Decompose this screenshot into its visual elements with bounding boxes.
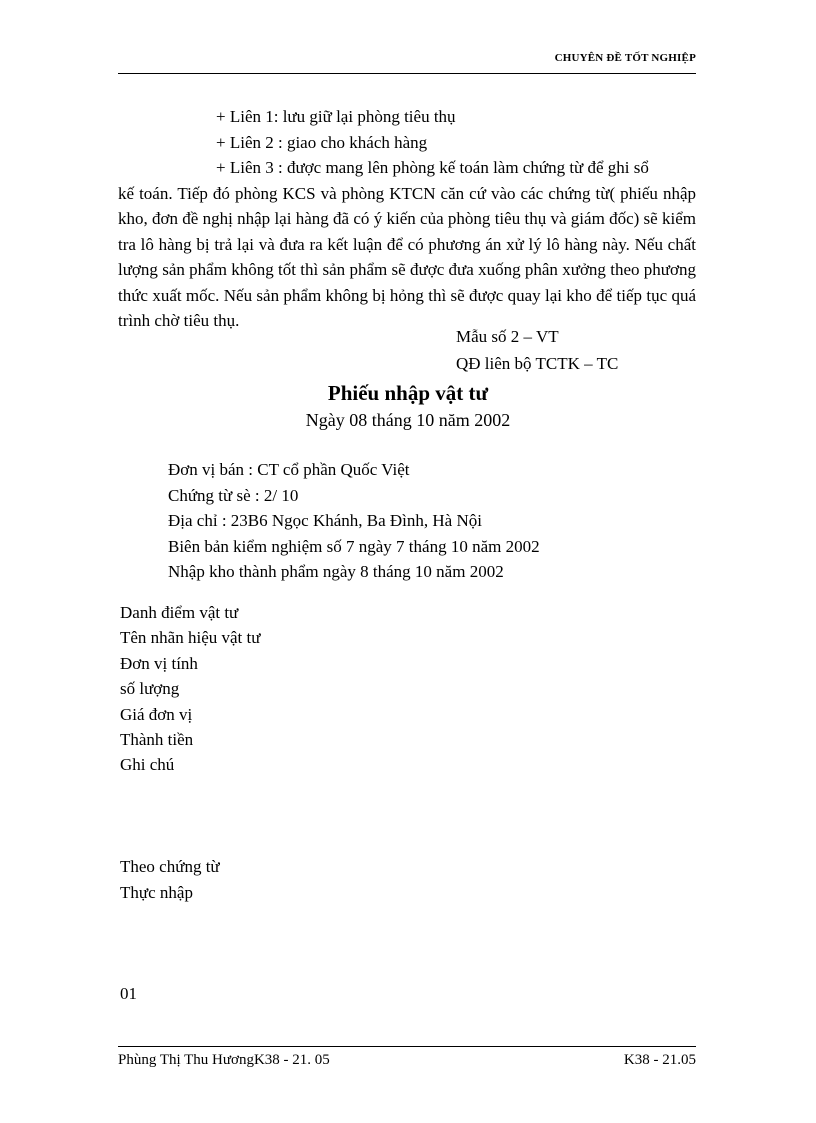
item-fields-list xyxy=(120,600,260,778)
page-header-title: CHUYÊN ĐỀ TỐT NGHIỆP xyxy=(554,52,696,64)
quantity-rows xyxy=(120,854,220,905)
seller-line: Đơn vị bán : CT cổ phần Quốc Việt xyxy=(168,460,410,479)
form-info-block xyxy=(168,457,540,585)
form-decision: QĐ liên bộ TCTK – TC xyxy=(456,354,619,373)
address-line: Địa chỉ : 23B6 Ngọc Khánh, Ba Đình, Hà Nội xyxy=(168,511,482,530)
inspection-line: Biên bản kiểm nghiệm số 7 ngày 7 tháng 10 năm 2002 xyxy=(168,536,540,556)
warehouse-line: Nhập kho thành phẩm ngày 8 tháng 10 năm 2002 xyxy=(168,562,504,581)
header-divider xyxy=(118,73,696,74)
field-note: Ghi chú xyxy=(120,755,175,775)
form-title: Phiếu nhập vật tư xyxy=(327,381,489,405)
footer-class-code: K38 - 21.05 xyxy=(623,1052,696,1068)
body-paragraph: kế toán. Tiếp đó phòng KCS và phòng KTCN căn cứ vào các chứng từ( phiếu nhập kho, đơn đề nghị nhập lại hàng đã có ý kiến của phòng tiêu thụ và giám đốc) sẽ kiểm tra lô hàng bị trả lại và đưa ra kết luận để có phương án xử lý lô hàng này. Nếu chất lượng sản phẩm không tốt thì sản phẩm sẽ được đưa xuống phân xưởng theo phương thức xuất mốc. Nếu sản phẩm không bị hỏng thì sẽ được quay lại kho để tiếp tục quá trình chờ tiêu thụ. xyxy=(118,183,696,330)
form-date: Ngày 08 tháng 10 năm 2002 xyxy=(305,410,511,430)
footer-author: Phùng Thị Thu HươngK38 - 21. 05 xyxy=(118,1052,330,1068)
voucher-line: Chứng từ sè : 2/ 10 xyxy=(168,485,299,505)
qty-actual: Thực nhập xyxy=(120,882,193,902)
field-amount: Thành tiền xyxy=(120,730,194,750)
code-value: 01 xyxy=(120,984,137,1003)
field-quantity: số lượng xyxy=(120,679,180,699)
bullet-copy-3: + Liên 3 : được mang lên phòng kế toán làm chứng từ để ghi sổ xyxy=(216,158,649,177)
field-item-code: Danh điểm vật tư xyxy=(120,603,239,622)
form-code: Mẫu số 2 – VT xyxy=(456,327,559,346)
bullet-copy-2: + Liên 2 : giao cho khách hàng xyxy=(216,132,428,152)
field-item-brand: Tên nhãn hiệu vật tư xyxy=(120,628,261,648)
body-section xyxy=(118,104,696,334)
qty-per-voucher: Theo chứng từ xyxy=(120,857,220,876)
field-unit: Đơn vị tính xyxy=(120,653,198,673)
field-unit-price: Giá đơn vị xyxy=(120,704,193,724)
bullet-copy-1: + Liên 1: lưu giữ lại phòng tiêu thụ xyxy=(216,107,456,126)
footer-divider xyxy=(118,1046,696,1047)
